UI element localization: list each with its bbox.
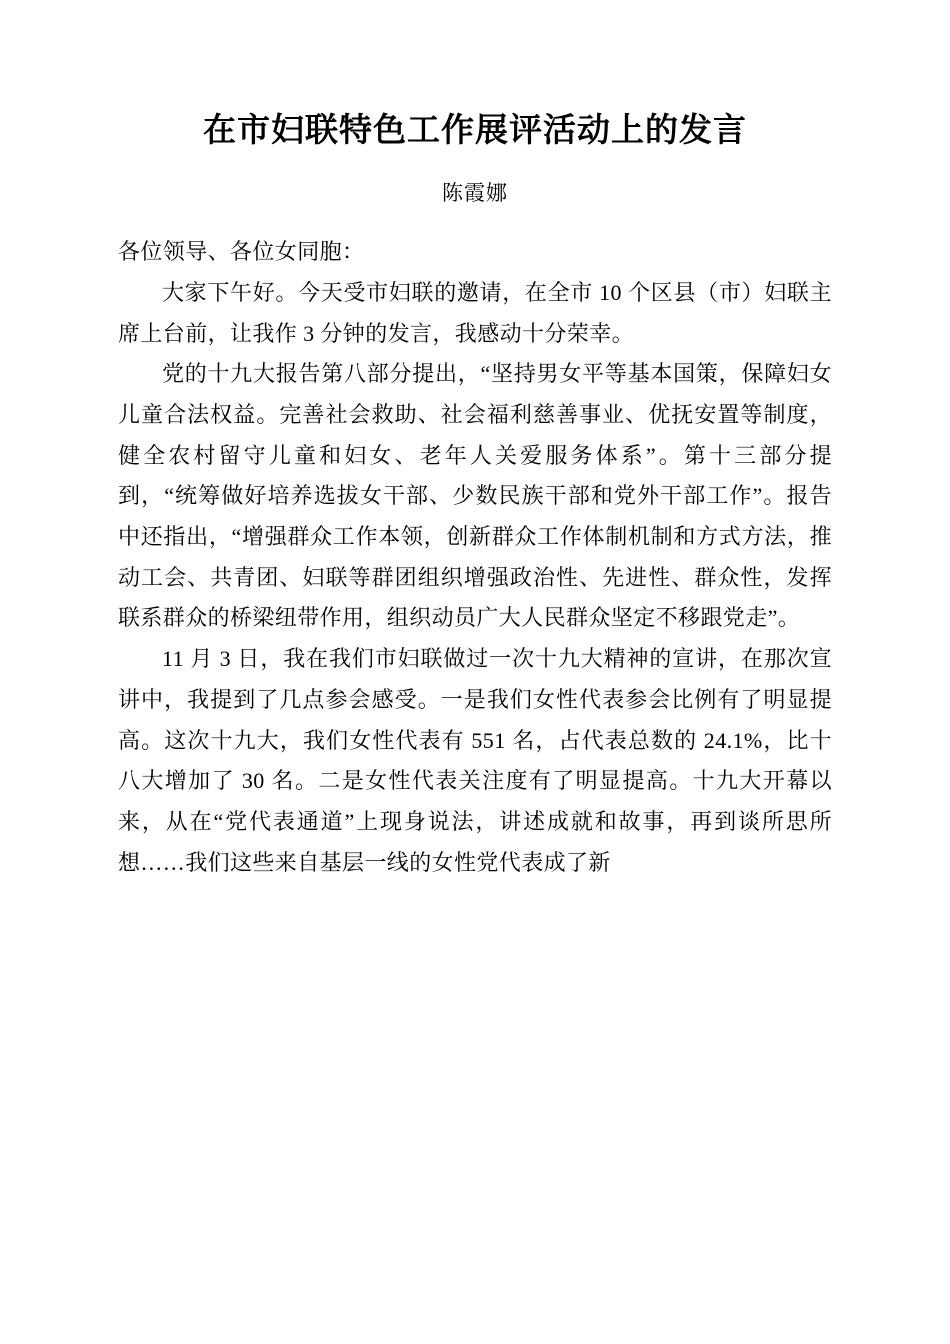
body-paragraph-2: 党的十九大报告第八部分提出，“坚持男女平等基本国策，保障妇女儿童合法权益。完善社会救助、社会福利慈善事业、优抚安置等制度，健全农村留守儿童和妇女、老年人关爱服务体系”。第十三部分提到，“统筹做好培养选拔女干部、少数民族干部和党外干部工作”。报告中还指出，“增强群众工作本领，创新群众工作体制机制和方式方法，推动工会、共青团、妇联等群团组织增强政治性、先进性、群众性，发挥联系群众的桥梁纽带作用，组织动员广大人民群众坚定不移跟党走”。	[118, 361, 832, 631]
page-title: 在市妇联特色工作展评活动上的发言	[203, 113, 747, 149]
salutation: 各位领导、各位女同胞：	[118, 239, 365, 265]
body-paragraph-1: 大家下午好。今天受市妇联的邀请，在全市 10 个区县（市）妇联主席上台前，让我作 3 分钟的发言，我感动十分荣幸。	[118, 279, 832, 346]
document-author: 陈霞娜	[442, 180, 508, 205]
body-paragraph-3: 11 月 3 日，我在我们市妇联做过一次十九大精神的宣讲，在那次宣讲中，我提到了几点参会感受。一是我们女性代表参会比例有了明显提高。这次十九大，我们女性代表有 551 名，占代表总数的 24.1%，比十八大增加了 30 名。二是女性代表关注度有了明显提高。十九大开幕以来，从在“党代表通道”上现身说法，讲述成就和故事，再到谈所思所想……我们这些来自基层一线的女性党代表成了新	[118, 646, 832, 875]
